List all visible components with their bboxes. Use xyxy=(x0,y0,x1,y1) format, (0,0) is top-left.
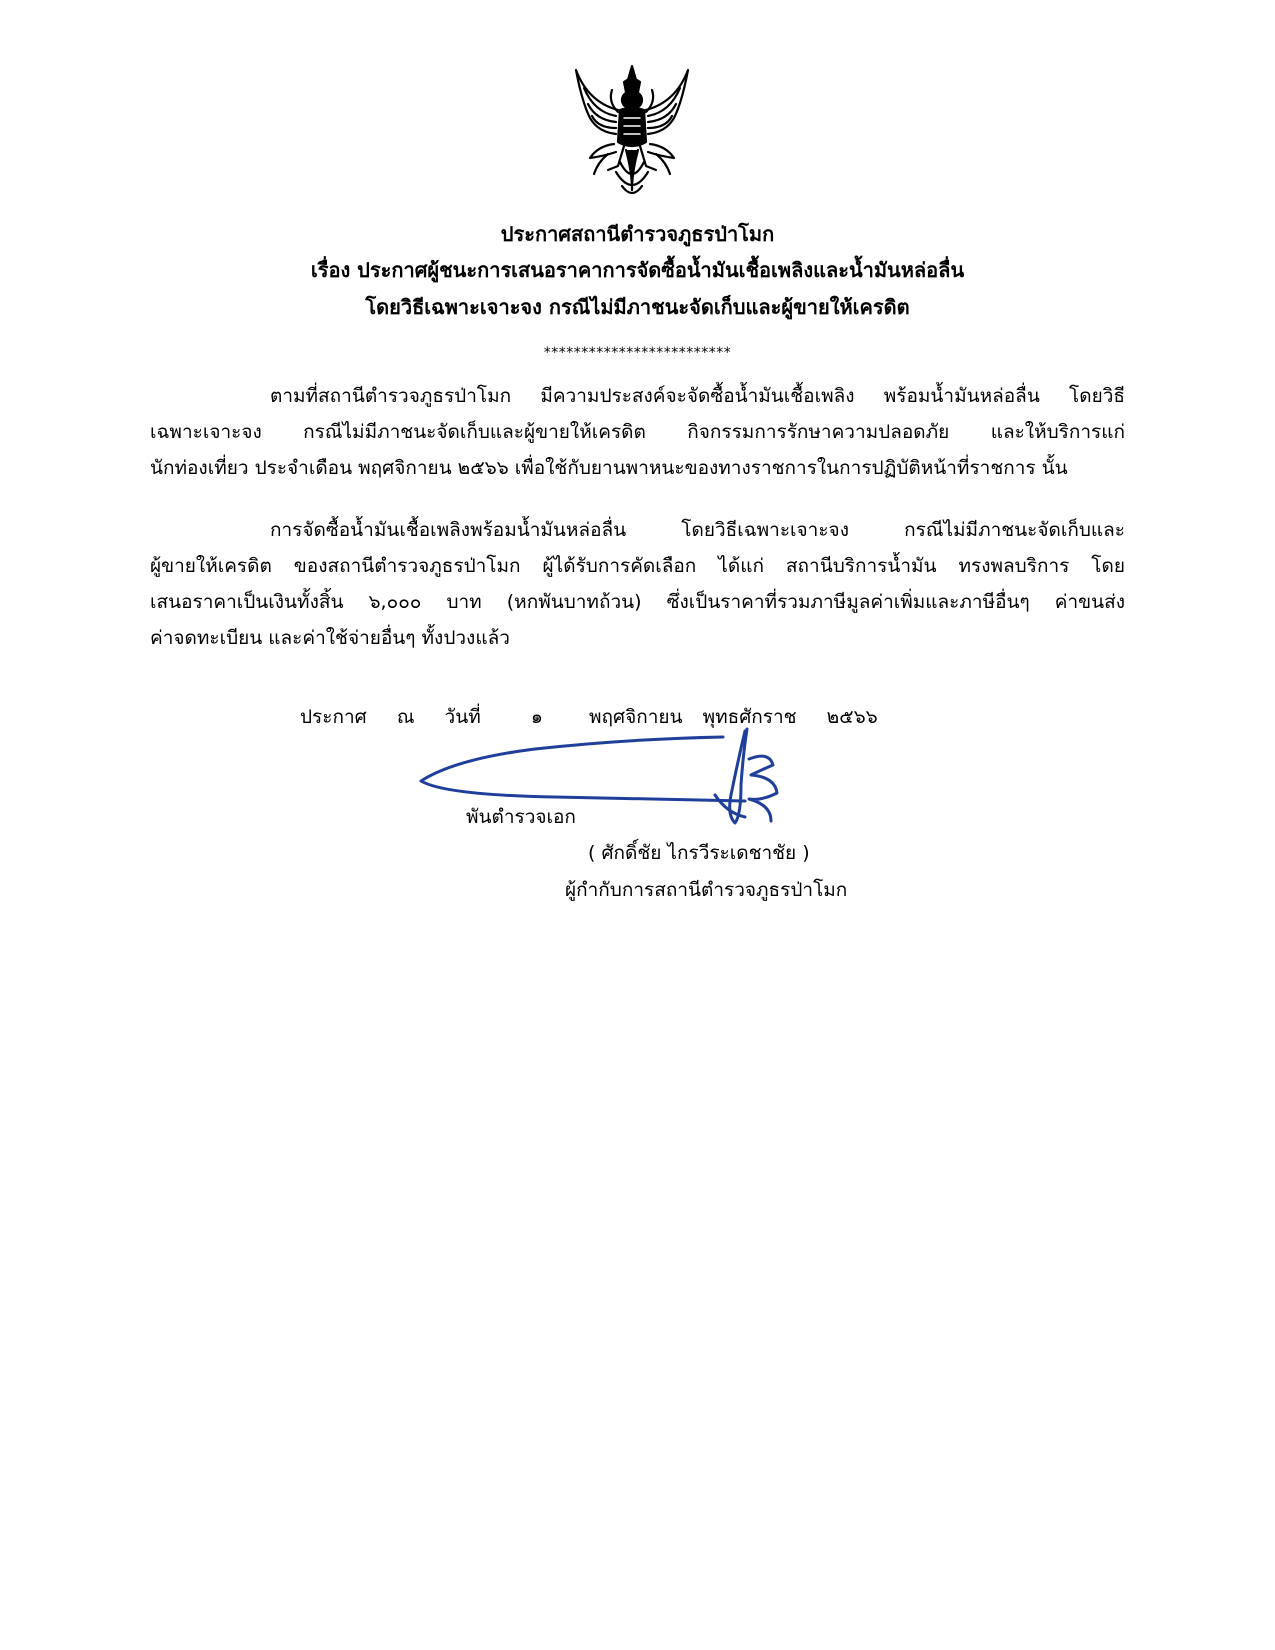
paragraph-2-line-1: การจัดซื้อน้ำมันเชื้อเพลิงพร้อมน้ำมันหล่อลื่น โดยวิธีเฉพาะเจาะจง กรณีไม่มีภาชนะจัดเก็บและ xyxy=(270,519,1125,541)
announcement-day: ๑ xyxy=(530,706,543,728)
paragraph-2-line-3: เสนอราคาเป็นเงินทั้งสิ้น ๖,๐๐๐ บาท (หกพันบาทถ้วน) ซึ่งเป็นราคาที่รวมภาษีมูลค่าเพิ่มและภาษีอื่นๆ ค่าขนส่ง xyxy=(150,591,1125,613)
signatory-rank: พันตำรวจเอก xyxy=(466,806,576,828)
paragraph-1-line-2: เฉพาะเจาะจง กรณีไม่มีภาชนะจัดเก็บและผู้ขายให้เครดิต กิจกรรมการรักษาความปลอดภัย และให้บริการแก่ xyxy=(150,421,1125,443)
heading-line-3: โดยวิธีเฉพาะเจาะจง กรณีไม่มีภาชนะจัดเก็บและผู้ขายให้เครดิต xyxy=(365,295,910,319)
handwritten-signature xyxy=(415,725,815,855)
paragraph-2-line-2: ผู้ขายให้เครดิต ของสถานีตำรวจภูธรป่าโมก ผู้ได้รับการคัดเลือก ได้แก่ สถานีบริการน้ำมัน ทรงพลบริการ โดย xyxy=(150,555,1125,577)
signatory-position: ผู้กำกับการสถานีตำรวจภูธรป่าโมก xyxy=(565,879,848,901)
announcement-era: พุทธศักราช xyxy=(702,706,797,728)
paragraph-2-line-4: ค่าจดทะเบียน และค่าใช้จ่ายอื่นๆ ทั้งปวงแล้ว xyxy=(150,627,510,649)
signatory-name: ( ศักดิ์ชัย ไกรวีระเดชาชัย ) xyxy=(588,842,810,864)
announcement-month: พฤศจิกายน xyxy=(588,706,683,728)
paragraph-1-line-1: ตามที่สถานีตำรวจภูธรป่าโมก มีความประสงค์จะจัดซื้อน้ำมันเชื้อเพลิง พร้อมน้ำมันหล่อลื่น โดยวิธี xyxy=(270,385,1125,407)
garuda-emblem-icon xyxy=(568,62,696,202)
paragraph-1 xyxy=(150,378,1125,486)
announcement-year: ๒๕๖๖ xyxy=(826,706,878,728)
heading-line-1: ประกาศสถานีตำรวจภูธรป่าโมก xyxy=(500,222,775,246)
announcement-at: ณ xyxy=(396,706,415,728)
announcement-date-label: วันที่ xyxy=(444,706,481,728)
heading-separator: ************************* xyxy=(543,345,732,361)
announcement-label: ประกาศ xyxy=(300,706,367,728)
paragraph-2 xyxy=(150,512,1125,656)
paragraph-1-line-3: นักท่องเที่ยว ประจำเดือน พฤศจิกายน ๒๕๖๖ เพื่อใช้กับยานพาหนะของทางราชการในการปฏิบัติหน้าที่ราชการ นั้น xyxy=(150,457,1068,479)
heading-line-2: เรื่อง ประกาศผู้ชนะการเสนอราคาการจัดซื้อน้ำมันเชื้อเพลิงและน้ำมันหล่อลื่น xyxy=(310,258,965,282)
